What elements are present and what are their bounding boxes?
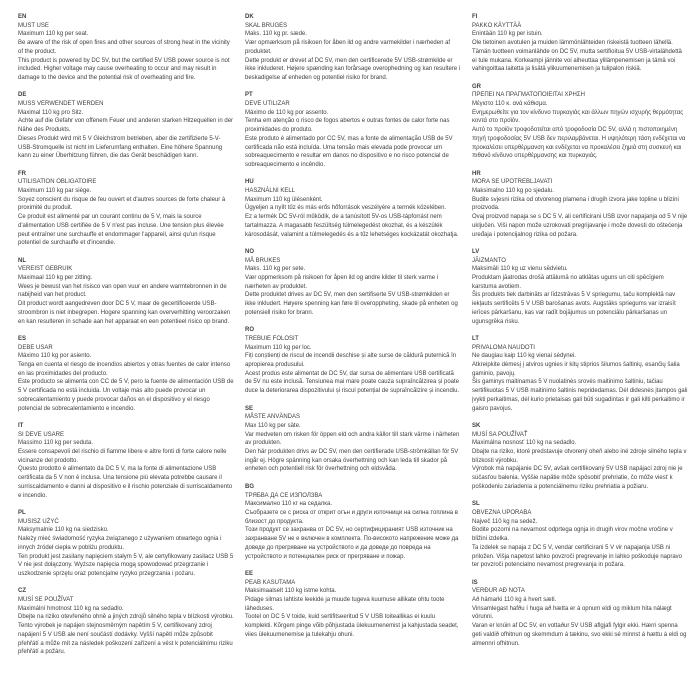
safety-paragraph: Tento výrobek je napájen stejnosměrným napětím 5 V, certifikovaný zdroj napájení 5 V USB ale není součástí dodávky. Vyšší napětí může způsobit přehřátí a může mít za následek poškození zařízení a vést k potenciálnímu riziku přehřátí a požáru. [18,623,233,656]
safety-paragraph: Dbejte na riziko otevřeného ohně a jiných zdrojů silného tepla v blízkosti výrobku. [18,614,234,621]
usage-requirement-title: MORA SE UPOTREBLJAVATI [472,179,553,186]
usage-requirement-title: DEVE UTILIZAR [245,101,290,108]
language-code: FR [18,170,26,177]
usage-requirement-title: TREBUIE FOLOSIT [245,335,299,342]
safety-paragraph: Ez a termék DC 5V-ról működik, de a tanúsított 5V-os USB-tápforrást nem tartalmazza. A magasabb feszültség túlmelegedést okozhat, és a készülék károsodását, valamint a túlmelegedés és a tűz lehetséges kockázatát okozhatja. [245,214,459,238]
language-section-is [472,579,688,649]
language-section-lv [472,248,688,326]
safety-paragraph: Maximum 110 kg per seat. [18,31,89,38]
language-code: EE [245,570,254,577]
safety-paragraph: Ten produkt jest zasilany napięciem stałym 5 V, ale certyfikowany zasilacz USB 5 V nie jest dołączony. Wyższe napięcia mogą spowodować przegrzanie i uszkodzenie sprzętu oraz potencjalne ryzyko przegrzania i pożaru. [18,553,234,577]
language-code: GR [472,83,481,90]
usage-requirement-title: HASZNÁLNI KELL [245,188,296,195]
language-code: NL [18,257,26,264]
safety-paragraph: Achte auf die Gefahr von offenem Feuer und anderen starken Hitzequellen in der Nähe des Produkts. [18,118,234,134]
usage-requirement-title: MÅ BRUKES [245,257,281,264]
language-section-fi [472,13,688,74]
language-code: RO [245,327,254,334]
safety-paragraph: Výrobok má napájanie DC 5V, avšak certifikovaný 5V USB napájací zdroj nie je súčasťou balenia. Vyššie napätie môže spôsobiť prehriatie, čo môže viesť k poškodeniu zariadenia a potenciálnemu riziku prehriatia a požiaru. [472,466,683,490]
usage-requirement-title: UTILISATION OBLIGATOIRE [18,179,97,186]
safety-paragraph: Tenga en cuenta el riesgo de incendios abiertos y otras fuentes de calor intenso en las proximidades del producto. [18,362,231,377]
safety-paragraph: Maximaal 110 kg per zitting. [18,275,93,282]
safety-paragraph: Acest produs este alimentat de DC 5V, dar sursa de alimentare USB certificată de 5V nu este inclusă. Tensiunea mai mare poate cauza supraîncălzirea și poate duce la deteriorarea dispozitivului și riscul potențial de supraîncălzire și incendiu. [245,370,460,395]
language-column-3 [472,13,688,666]
language-section-ro [245,326,461,396]
safety-paragraph: Šis gaminys maitinamas 5 V nuolatinės srovės maitinimo šaltiniu, tačiau sertifikuotas 5 V USB maitinimo šaltinis nepridedamas. Dėl didesnės įtampos gali įvykti perkaitimas, dėl kurio prietaisas gali būti sugadintas ir gali kilti perkaitimo ir gaisro pavojus. [472,379,688,412]
usage-requirement-title: MUSISZ UŻYĆ [18,518,59,525]
language-code: BG [245,483,254,490]
safety-paragraph: Questo prodotto è alimentato da DC 5 V, ma la fonte di alimentazione USB certificata da 5 V non è inclusa. Una tensione più elevata potrebbe causare il surriscaldamento e danni al dispositivo e il rischio potenziale di surriscaldamento e incendio. [18,466,233,499]
language-section-hr [472,170,688,240]
safety-paragraph: Wees je bewust van het risisco van open vuur en andere warmtebronnen in de nabijheid van het product. [18,283,227,299]
safety-paragraph: Vær opmærksom på risikoen for åben ild og andre varmekilder i nærheden af produktet. [245,40,451,55]
language-section-hu [245,178,461,239]
safety-paragraph: Dieses Produkt wird mit 5 V Gleichstrom betrieben, aber die zertifizierte 5-V-USB-Stromquelle ist nicht im Lieferumfang enthalten. Eine höhere Spannung kann zu einer Überhitzung führen, die das Gerät beschädigen kann. [18,135,223,160]
safety-paragraph: Tootel on DC 5 V toide, kuid sertifitseeritud 5 V USB toiteallikas ei kuulu komplekti. Kõrgem pinge võib põhjustada ülekuumenemist ja kahjustada seadet, viies ülekuumenemise ja tulekahju ohuni. [245,614,459,638]
language-section-es [18,335,234,413]
language-code: DE [18,92,27,99]
safety-paragraph: Essere consapevoli del rischio di fiamme libere e altre fonti di forte calore nelle vicinanze del prodotto. [18,449,227,464]
safety-paragraph: Vinsamlegast hafðu í huga að hætta er á opnum eldi og miklum hita nálægt vörunni. [472,605,672,621]
language-section-nl [18,257,234,327]
safety-paragraph: Maksimaalselt 110 kg istme kohta. [245,588,337,595]
language-code: SL [472,501,480,508]
usage-requirement-title: MUST USE [18,22,49,29]
safety-paragraph: Ügyeljen a nyílt tűz és más erős hőforrások veszélyére a termék közelében. [245,205,447,212]
language-column-1 [18,13,234,666]
safety-paragraph: Este produto é alimentado por CC 5V, mas a fonte de alimentação USB de 5V certificada não está incluída. Uma tensão mais elevada pode provocar um sobreaquecimento e resultar em danos no dispositivo e no risco potencial de sobreaquecimento e incêndio. [245,135,453,168]
language-section-no [245,248,461,318]
safety-paragraph: Be aware of the risk of open fires and other sources of strong heat in the vicinity of the product. [18,40,230,55]
language-code: IS [472,579,478,586]
language-section-se [245,405,461,475]
language-section-pt [245,91,461,169]
safety-paragraph: Atkreipkite dėmesį į atviros ugnies ir kitų stiprios šilumos šaltinių, esančių šalia gaminio, pavojų. [472,362,680,377]
language-section-pl [18,509,234,579]
usage-requirement-title: PRIVALOMA NAUDOTI [472,344,535,351]
usage-requirement-title: VEREIST GEBRUIK [18,266,73,273]
safety-paragraph: This product is powered by DC 5V, but the certified 5V USB power source is not included. Higher voltage may cause overheating to occur and may result in damage to the device and the potential risk of overheating and fire. [18,57,230,81]
safety-paragraph: Dbajte na riziko, ktoré predstavuje otvorený oheň alebo iné zdroje silného tepla v blízkosti výrobku. [472,449,687,464]
language-section-dk [245,13,461,83]
safety-paragraph: Enintään 110 kg per istuin. [472,31,543,38]
safety-paragraph: Dette produkt er drevet af DC 5V, men den certificerede 5V USB-strømkilde er ikke inkluderet. Højere spænding kan forårsage overophedning og kan resultere i beskadigelse af enheden og potentiel risiko for brand. [245,57,461,81]
safety-paragraph: Bodite pozorni na nevarnost odprtega ognja in drugih virov močne vročine v bližini izdelka. [472,527,673,543]
safety-paragraph: Maximum 110 kg ülésenként. [245,196,323,203]
safety-paragraph: Pidage silmas lahtiste leekide ja muude tugeva kuumuse allikate ohtu toote läheduses. [245,597,445,612]
language-code: IT [18,422,24,429]
safety-paragraph: Maksymalnie 110 kg na siedzisko. [18,527,109,534]
language-code: SK [472,422,481,429]
language-section-de [18,91,234,161]
language-code: ES [18,335,27,342]
safety-paragraph: Šis produkts tiek darbināts ar līdzstrāvas 5 V spriegumu, taču komplektā nav iekļauts sertificēts 5 V USB barošanas avots. Augstāks spriegums var izraisīt ierīces pārkaršanu, kas var radīt bojājumus un potenciālu pārkaršanas un ugunsgrēka risku. [472,292,676,325]
safety-paragraph: Съобразете се с риска от открит огън и други източници на силна топлина в близост до продукта. [245,509,458,525]
safety-paragraph: Максимално 110 кг на седалка. [245,501,333,508]
safety-paragraph: Ovaj proizvod napaja se s DC 5 V, ali certificirani USB izvor napajanja od 5 V nije uključen. Viši napon može uzrokovati pregrijavanje i može dovesti do oštećenja uređaja i potencijalnog rizika od požara. [472,214,688,238]
safety-paragraph: Produktam jāatrodas drošā attālumā no atklātas uguns un citi spēcīgiem karstuma avotiem. [472,275,664,290]
language-code: EN [18,14,27,20]
safety-paragraph: Maksimalno 110 kg po sjedalu. [472,188,554,195]
usage-requirement-title: SI DEVE USARE [18,431,65,438]
language-code: PT [245,92,253,99]
usage-requirement-title: MÅSTE ANVÄNDAS [245,414,301,421]
usage-requirement-title: MUSÍ SE POUŽÍVAT [18,597,74,603]
language-code: HU [245,179,254,186]
safety-paragraph: Tenha em atenção o risco de fogos abertos e outras fontes de calor forte nas proximidades do produto. [245,118,450,134]
safety-paragraph: Този продукт се захранва от DC 5V, но сертифицираният USB източник на захранване 5V не е включен в комплекта. По-високото напрежение може да доведе до прегряване на устройството и да доведе до повреда на устройството и потенциален риск от прегряване и пожар. [245,527,459,560]
safety-paragraph: Dette produktet drives av DC 5V, men den sertifiserte 5V USB-strømkilden er ikke inkludert. Høyere spenning kan føre til overoppheting, skade på enheten og potensiell risiko for brann. [245,292,458,316]
language-code: PL [18,509,26,516]
safety-paragraph: Ενημερωθείτε για τον κίνδυνο πυρκαγιάς και άλλων πηγών ισχυρής θερμότητας κοντά στο προϊόν. [472,109,684,125]
safety-paragraph: Αυτό το προϊόν τροφοδοτείται από τροφοδοσία DC 5V, αλλά η πιστοποιημένη πηγή τροφοδοσίας 5V USB δεν περιλαμβάνεται. Η υψηλότερη τάση ενδέχεται να προκαλέσει υπερθέρμανση και ενδέχεται να προκαλέσει ζημιά στη συσκευή και πιθανό κίνδυνο υπερθέρμανσης και πυρκαγιάς. [472,127,686,160]
language-code: FI [472,14,478,20]
safety-paragraph: Maximal 110 kg pro Sitz. [18,109,84,116]
usage-requirement-title: JĀIZMANTO [472,257,506,264]
usage-requirement-title: MUSS VERWENDET WERDEN [18,101,104,108]
safety-paragraph: Este producto se alimenta con CC de 5 V, pero la fuente de alimentación USB de 5 V certificada no está incluida. Un voltaje más alto puede provocar un sobrecalentamiento y puede provocar daños en el dispositivo y el riesgo potencial de sobrecalentamiento e incendio. [18,379,234,412]
language-code: CZ [18,588,26,595]
safety-paragraph: Ta izdelek se napaja z DC 5 V, vendar certificirani 5 V vir napajanja USB ni priložen. Višja napetost lahko povzroči pregrevanje in lahko poškoduje napravo ter povzroči potencialno nevarnost pregrevanja in požara. [472,544,683,569]
safety-paragraph: Máximo de 110 kg por assento. [245,109,329,116]
language-section-it [18,422,234,500]
safety-paragraph: Ole tietoinen avotulen ja muiden lämmönlähteiden riskeistä tuotteen lähellä. [472,40,673,47]
safety-paragraph: Maks. 110 kg pr. sæde. [245,31,307,38]
safety-paragraph: Max 110 kg per säte. [245,422,301,429]
safety-paragraph: Maksimāli 110 kg uz vienu sēdvietu. [472,266,568,273]
safety-paragraph: Varan er knúin af DC 5V, en vottaður 5V USB aflgjafi fylgir ekki. Hærri spenna geti valdið ofhitnun og skemmdum á tækinu, svo ekki sé minnst á hættu á eldi og almennri ofhitnun. [472,623,687,647]
usage-requirement-title: ТРЯБВА ДА СЕ ИЗПОЛЗВА [245,492,323,499]
language-section-gr [472,83,688,161]
safety-paragraph: Var medveten om risken för öppen eld och andra källor till stark värme i närheten av produkten. [245,431,460,447]
safety-paragraph: Að hámarki 110 kg á hvert sæti. [472,597,557,603]
language-section-bg [245,483,461,561]
language-section-fr [18,170,234,248]
safety-paragraph: Należy mieć świadomość ryzyka związanego z używaniem otwartego ognia i innych źródeł ciepła w pobliżu produktu. [18,536,222,551]
language-code: HR [472,170,481,177]
safety-paragraph: Massimo 110 kg per seduta. [18,440,93,447]
usage-requirement-title: PEAB KASUTAMA [245,579,296,586]
safety-paragraph: Maximálna nosnosť 110 kg na sedadlo. [472,440,577,447]
safety-paragraph: Μέγιστο 110 κ. ανά κάθισμα. [472,101,548,108]
usage-requirement-title: VERÐUR AÐ NOTA [472,588,525,595]
language-section-ee [245,570,461,640]
language-section-cz [18,587,234,657]
usage-requirement-title: OBVEZNA UPORABA [472,509,532,516]
safety-paragraph: Fiți conștienți de riscul de incendii deschise și alte surse de căldură puternică în apropierea produsului. [245,353,457,369]
usage-requirement-title: DEBE USAR [18,344,53,351]
language-code: LT [472,335,479,342]
usage-requirement-title: SKAL BRUGES [245,22,288,29]
language-section-sl [472,500,688,570]
language-column-2 [245,13,461,666]
safety-paragraph: Soyez conscient du risque de feu ouvert et d'autres sources de forte chaleur à proximité du produit. [18,196,226,212]
language-section-lt [472,335,688,413]
safety-paragraph: Maximální hmotnost 110 kg na sedadlo. [18,605,124,612]
safety-paragraph: Maximum 110 kg per loc. [245,344,312,351]
safety-paragraph: Máximo 110 kg por asiento. [18,353,92,360]
safety-paragraph: Dit product wordt aangedreven door DC 5 V, maar de gecertificeerde USB-stroombron is niet inbegrepen. Hogere spanning kan oververhitting veroorzaken en kan resulteren in schade aan het apparaat en een potentieel risico op brand. [18,301,231,325]
safety-paragraph: Den här produkten drivs av DC 5V, men den certifierade USB-strömkällan för 5V ingår ej. Högre spänning kan orsaka överhettning och kan leda till skador på enheten och potentiell risk för överhettning och eldsvåda. [245,449,459,473]
safety-paragraph: Maximum 110 kg par siège. [18,188,92,195]
safety-paragraph: Največ 110 kg na sedež. [472,518,538,525]
safety-paragraph: Ce produit est alimenté par un courant continu de 5 V, mais la source d'alimentation USB certifiée de 5 V n'est pas incluse. Une tension plus élevée peut entraîner une surchauffe et endommager l'appareil, ainsi qu'un risque potentiel de surchauffe et d'incendie. [18,214,224,247]
language-code: NO [245,248,254,255]
usage-requirement-title: MUSÍ SA POUŽÍVAŤ [472,431,528,438]
usage-requirement-title: PAKKO KÄYTTÄÄ [472,22,522,29]
language-section-en [18,13,234,83]
language-code: LV [472,248,480,255]
usage-requirement-title: ΠΡΕΠΕΙ ΝΑ ΠΡΑΓΜΑΤΟΠΟΙΕΙΤΑΙ ΧΡΗΣΗ [472,92,585,99]
safety-paragraph: Maks. 110 kg per sete. [245,266,306,273]
safety-paragraph: Ne daugiau kaip 110 kg vienai sėdynei. [472,353,576,360]
safety-paragraph: Budite svjesni rizika od otvorenog plamena i drugih izvora jake topline u blizini proizvoda. [472,196,679,212]
safety-paragraph: Vær oppmerksom på risikoen for åpen ild og andre kilder til sterk varme i nærheten av produktet. [245,275,439,290]
language-code: DK [245,14,254,20]
language-code: SE [245,405,254,412]
language-section-sk [472,422,688,492]
safety-paragraph: Tämän tuotteen voimanlähde on DC 5V, mutta sertifioitua 5V USB-virtalähdettä ei tule mukana. Korkeampi jännite voi aiheuttaa ylilämpenemisen ja tämä voi vahingoittaa laitetta ja lisätä ylikuumenemisen ja tulipalon riskiä. [472,48,682,73]
